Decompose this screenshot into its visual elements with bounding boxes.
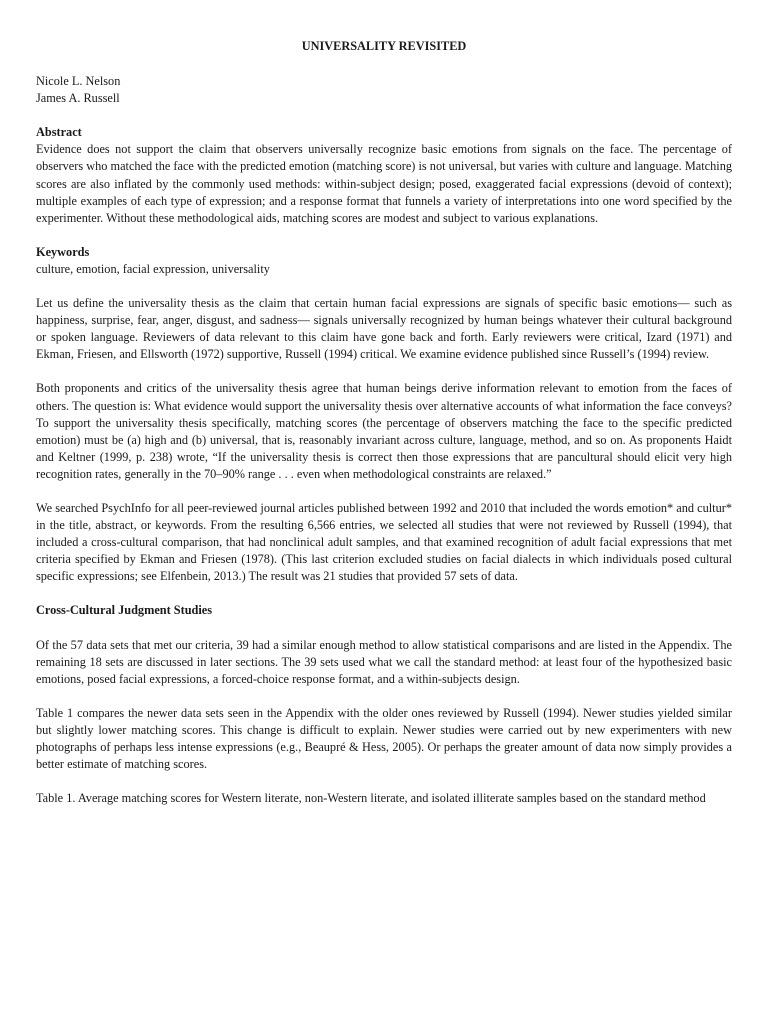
table-caption: Table 1. Average matching scores for Western literate, non-Western literate, and isolated illiterate samples based on the standard method [36,791,706,806]
author-name: Nicole L. Nelson [36,74,121,89]
author-list [36,73,732,107]
keywords-text: culture, emotion, facial expression, universality [36,261,270,276]
section-heading: Cross-Cultural Judgment Studies [36,603,213,618]
body-paragraph: Of the 57 data sets that met our criteria, 39 had a similar enough method to allow statistical comparisons and are listed in the Appendix. The remaining 18 sets are discussed in later sections. The 39 sets used what we call the standard method: at least four of the hypothesized basic emotions, posed facial expressions, a forced-choice response format, and a within-subjects design. [36,637,732,686]
page-title: UNIVERSALITY REVISITED [301,39,467,53]
keywords-heading: Keywords [36,244,90,259]
body-paragraph: We searched PsychInfo for all peer-reviewed journal articles published between 1992 and 2010 that included the words emotion* and cultur* in the title, abstract, or keywords. From the resulting 6,566 entries, we selected all studies that were not reviewed by Russell (1994), that included a cross-cultural comparison, that had nonclinical adult samples, and that examined recognition of adult facial expressions that met criteria specified by Ekman and Friesen (1978). (This last criterion excluded studies on facial dialects in which individuals posed cultural specific expressions; see Elfenbein, 2013.) The result was 21 studies that provided 57 sets of data. [36,500,732,584]
abstract-section [36,124,732,227]
body-paragraph: Table 1 compares the newer data sets seen in the Appendix with the older ones reviewed by Russell (1994). Newer studies yielded similar but slightly lower matching scores. This change is difficult to explain. Newer studies were carried out by new experimenters with new photographs of perhaps less intense expressions (e.g., Beaupré & Hess, 2005). Or perhaps the greater amount of data now simply provides a better estimate of matching scores. [36,705,732,772]
keywords-section [36,244,732,278]
abstract-text: Evidence does not support the claim that observers universally recognize basic emotions from signals on the face. The percentage of observers who matched the face with the predicted emotion (matching score) is not universal, but varies with culture and language. Matching scores are also inflated by the commonly used methods: within-subject design; posed, exaggerated facial expressions (devoid of context); multiple examples of each type of expression; and a response format that funnels a variety of interpretations into one word specified by the experimenter. Without these methodological aids, matching scores are modest and subject to various explanations. [36,142,732,225]
body-paragraph: Both proponents and critics of the universality thesis agree that human beings derive information relevant to emotion from the faces of others. The question is: What evidence would support the universality thesis over alternative accounts of what information the face conveys? To support the universality thesis specifically, matching scores (the percentage of observers matching the face to the specific predicted emotion) must be (a) high and (b) universal, that is, reasonably invariant across culture, language, method, and so on. As proponents Haidt and Keltner (1999, p. 238) wrote, “If the universality thesis is correct then those expressions that are pancultural should elicit very high recognition rates, generally in the 70–90% range . . . even when methodological constraints are relaxed.” [36,381,732,481]
author-name: James A. Russell [36,91,120,106]
abstract-heading: Abstract [36,125,82,140]
document-page [36,32,732,807]
body-paragraph: Let us define the universality thesis as the claim that certain human facial expressions are signals of specific basic emotions— such as happiness, surprise, fear, anger, disgust, and sadness— signals universally recognized by human beings whatever their cultural background or spoken language. Reviewers of data relevant to this claim have gone back and forth. Early reviewers were critical, Izard (1971) and Ekman, Friesen, and Ellsworth (1972) supportive, Russell (1994) critical. We examine evidence published since Russell’s (1994) review. [36,296,732,362]
